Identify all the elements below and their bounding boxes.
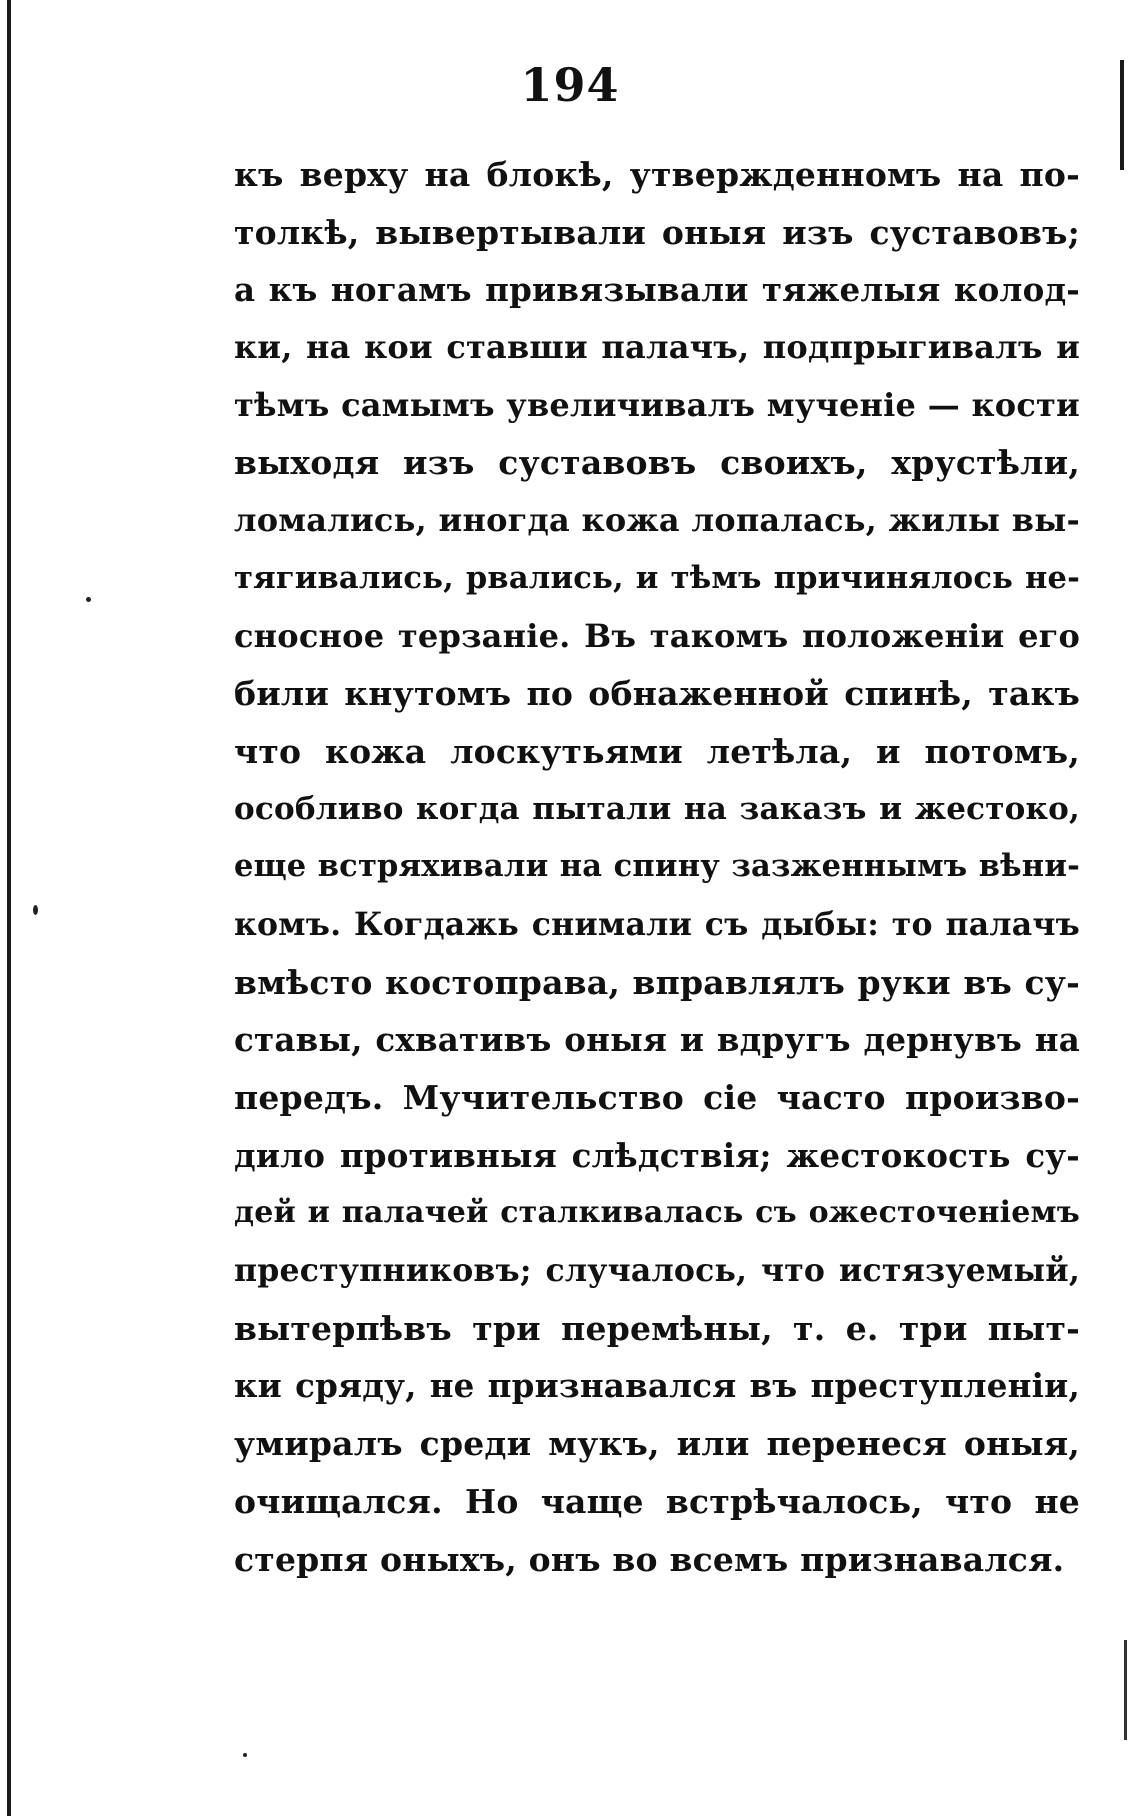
right-margin-mark-lower [1124,1640,1127,1740]
text-line: особливо когда пытали на заказъ и жестоко, [234,790,1080,827]
text-line: очищался. Но чаще встрѣчалось, что не [234,1481,1080,1521]
text-line: вмѣсто костоправа, вправлялъ руки въ су- [234,962,1080,1002]
text-line: умиралъ среди мукъ, или перенеся оныя, [234,1424,1080,1464]
text-line: тѣмъ самымъ увеличивалъ мученіе — кости [234,385,1080,424]
speck [243,1753,247,1757]
text-line: передъ. Мучительство сіе часто произво- [234,1078,1080,1117]
text-line: ки, на кои ставши палачъ, подпрыгивалъ и [234,328,1080,367]
text-line: что кожа лоскутьями летѣла, и потомъ, [234,731,1080,771]
body-text [234,146,1080,1588]
text-line: ставы, схвативъ оныя и вдругъ дернувъ на [234,1020,1080,1060]
page-number: 194 [520,58,620,112]
speck [33,905,38,915]
text-line: сносное терзаніе. Въ такомъ положеніи его [234,616,1080,655]
left-margin-line [7,0,11,1816]
text-line: ломались, иногда кожа лопалась, жилы вы- [234,501,1080,540]
text-line: еще встряхивали на спину зазженнымъ вѣни- [234,848,1080,885]
text-line: стерпя оныхъ, онъ во всемъ признавался. [234,1539,1065,1579]
text-line: вытерпѣвъ три перемѣны, т. е. три пыт- [234,1308,1080,1348]
text-line: тягивались, рвались, и тѣмъ причинялось не- [234,559,1080,596]
text-line: выходя изъ суставовъ своихъ, хрустѣли, [234,443,1080,483]
text-line: а къ ногамъ привязывали тяжелыя колод- [234,270,1080,310]
speck [86,597,91,602]
text-line: толкѣ, вывертывали оныя изъ суставовъ; [234,212,1080,252]
text-line: дило противныя слѣдствія; жестокость су- [234,1135,1080,1175]
text-line: били кнутомъ по обнаженной спинѣ, такъ [234,674,1080,714]
text-line: дей и палачей сталкивалась съ ожесточеніемъ [234,1195,1080,1231]
text-line: къ верху на блокѣ, утвержденномъ на по- [234,155,1080,194]
text-line: преступниковъ; случалось, что истязуемый, [234,1252,1080,1290]
text-line: ки сряду, не признавался въ преступленіи, [234,1366,1080,1406]
text-line: комъ. Когдажь снимали съ дыбы: то палачъ [234,905,1080,943]
